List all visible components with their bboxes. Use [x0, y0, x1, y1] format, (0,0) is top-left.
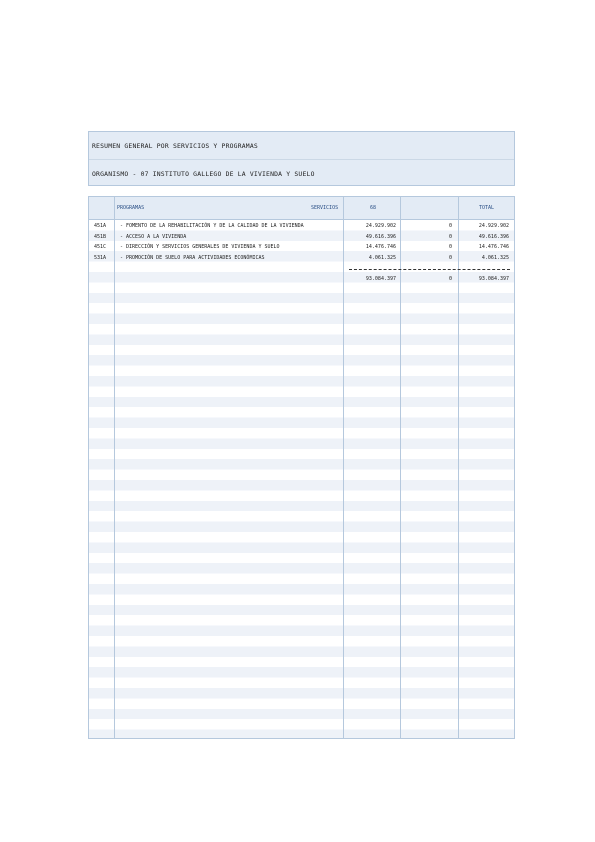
program-description: - DIRECCIÓN Y SERVICIOS GENERALES DE VIVIENDA Y SUELO	[120, 244, 280, 250]
report-header	[88, 131, 515, 186]
summary-table	[88, 196, 515, 739]
header-servicios: SERVICIOS	[311, 205, 339, 211]
header-col-68: 68	[370, 205, 377, 211]
program-code: 451B	[94, 233, 107, 240]
value-68: 24.929.902	[365, 223, 396, 229]
table-row	[89, 232, 514, 242]
total-68: 93.084.397	[365, 276, 396, 282]
grand-total: 93.084.397	[478, 276, 509, 282]
value-68: 49.616.396	[365, 233, 396, 240]
program-description: - FOMENTO DE LA REHABILITACIÓN Y DE LA CALIDAD DE LA VIVIENDA	[120, 223, 304, 229]
program-code: 451A	[94, 223, 107, 229]
program-code: 451C	[94, 244, 107, 250]
table-row	[89, 221, 514, 231]
program-description: - ACCESO A LA VIVIENDA	[120, 233, 187, 240]
header-total: TOTAL	[479, 205, 495, 211]
table-row	[89, 242, 514, 252]
table-header	[89, 197, 514, 220]
value-col2: 0	[448, 254, 452, 261]
header-programas: PROGRAMAS	[117, 205, 145, 211]
report-title: RESUMEN GENERAL POR SERVICIOS Y PROGRAMAS	[92, 142, 258, 150]
value-col2: 0	[448, 223, 452, 229]
value-col2: 0	[448, 233, 452, 240]
totals-row	[89, 274, 514, 284]
table-row	[89, 253, 514, 263]
program-description: - PROMOCIÓN DE SUELO PARA ACTIVIDADES ECONÓMICAS	[120, 254, 265, 261]
value-total: 14.476.746	[478, 244, 509, 250]
organismo-line: ORGANISMO - 07 INSTITUTO GALLEGO DE LA VIVIENDA Y SUELO	[92, 170, 315, 178]
value-68: 4.061.325	[368, 254, 396, 261]
value-total: 24.929.902	[478, 223, 509, 229]
program-code: 531A	[94, 254, 107, 261]
total-col2: 0	[448, 276, 452, 282]
value-68: 14.476.746	[365, 244, 396, 250]
totals-divider	[349, 269, 510, 270]
value-col2: 0	[448, 244, 452, 250]
header-divider	[89, 159, 514, 160]
value-total: 4.061.325	[481, 254, 509, 261]
value-total: 49.616.396	[478, 233, 509, 240]
